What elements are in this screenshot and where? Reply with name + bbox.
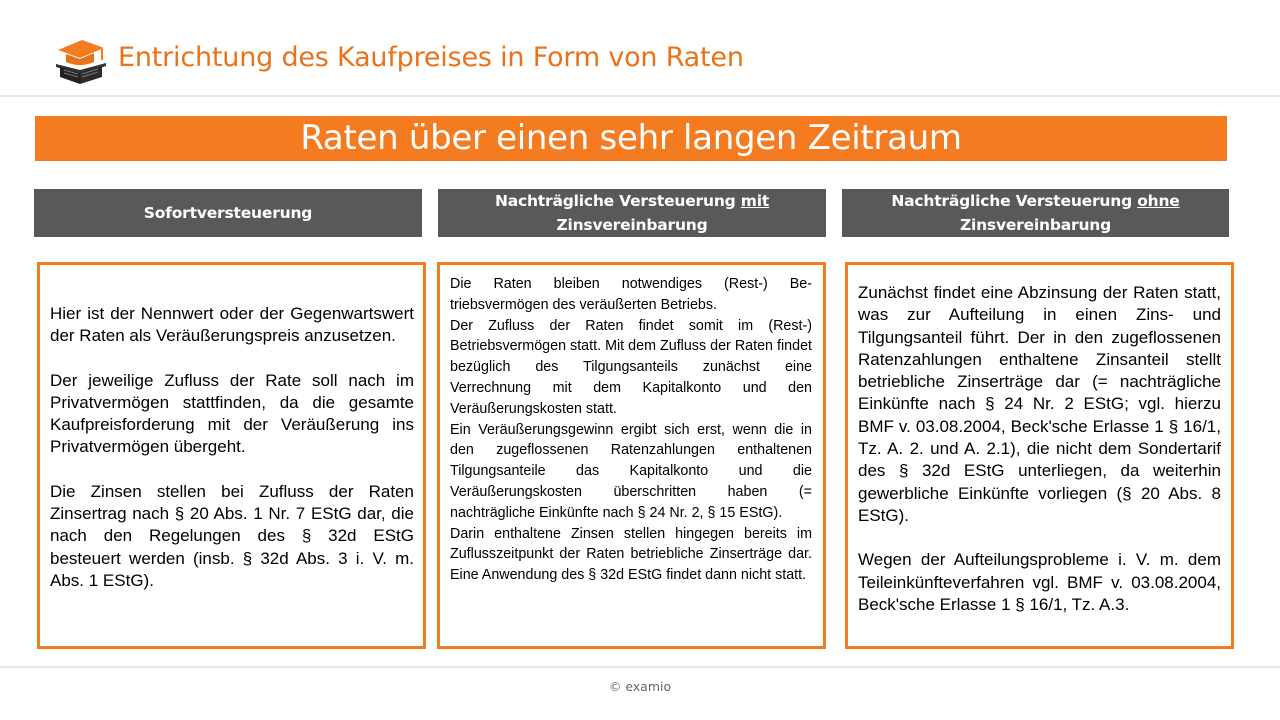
column-heading-label: Sofortversteuerung <box>143 204 313 222</box>
column-heading-pre: Nachträgliche Versteuerung <box>494 192 741 210</box>
paragraph: Der jeweilige Zufluss der Rate soll nach im Privatvermögen stattfinden, da die gesamte Kaufpreisforderung mit der Veräußerung ins Privatvermögen übergeht. <box>50 370 414 457</box>
paragraph: Wegen der Aufteilungsprobleme i. V. m. dem Teileinkünfteverfahren vgl. BMF v. 03.08.2004, Beck'sche Erlasse 1 § 16/1, Tz. A.3. <box>858 550 1221 614</box>
column-heading-line-1 <box>842 189 1229 213</box>
paragraph: Die Zinsen stellen bei Zufluss der Raten Zinsertrag nach § 20 Abs. 1 Nr. 7 EStG dar, die nach den Regelungen des § 32d EStG besteuert werden (insb. § 32d Abs. 3 i. V. m. Abs. 1 EStG). <box>50 481 414 590</box>
column-heading-emphasis: ohne <box>1137 192 1180 210</box>
footer-copyright: © examio <box>608 679 672 694</box>
content-box-ohne-zinsvereinbarung <box>845 262 1234 649</box>
page-title: Entrichtung des Kaufpreises in Form von Raten <box>118 42 744 73</box>
paragraph: Darin enthaltene Zinsen stellen hingegen bereits im Zuflusszeitpunkt der Raten betriebliche Zinserträge dar. Eine Anwendung des § 32d EStG findet dann nicht statt. <box>450 525 812 584</box>
column-heading-sofortversteuerung <box>34 189 422 237</box>
column-heading-mit-zinsvereinbarung <box>438 189 826 237</box>
section-banner: Raten über einen sehr langen Zeitraum <box>35 116 1227 161</box>
graduation-cap-book-icon <box>52 36 110 86</box>
header-divider <box>0 95 1280 97</box>
paragraph: Ein Veräußerungsgewinn ergibt sich erst, wenn die in den zugeflossenen Ratenzahlungen enthaltenen Tilgungsanteile das Kapitalkonto und die Veräußerungskosten überschritten haben (= nachträgliche Einkünfte nach § 24 Nr. 2, § 15 EStG). <box>450 421 812 521</box>
paragraph: Hier ist der Nennwert oder der Gegenwartswert der Raten als Veräußerungspreis anzusetzen. <box>50 304 414 346</box>
column-heading-ohne-zinsvereinbarung <box>842 189 1229 237</box>
paragraph: Zunächst findet eine Abzinsung der Raten statt, was zur Aufteilung in einen Zins- und Tilgungsanteil führt. Der in den zugeflossenen Ratenzahlungen enthaltene Zinsanteil stellt betriebliche Zinserträge dar (= nachträgliche Einkünfte nach § 24 Nr. 2 EStG; vgl. hierzu BMF v. 03.08.2004, Beck'sche Erlasse 1 § 16/1, Tz. A. 2. und A. 2.1), die nicht dem Sondertarif des § 32d EStG unterliegen, da weiterhin gewerbliche Einkünfte vorliegen (§ 20 Abs. 8 EStG). <box>858 283 1221 525</box>
slide-header <box>0 0 1280 96</box>
column-heading-emphasis: mit <box>740 192 770 210</box>
content-box-sofortversteuerung <box>37 262 426 649</box>
paragraph: Der Zufluss der Raten findet somit im (Rest-) Betriebsvermögen statt. Mit dem Zufluss der Raten findet bezüglich des Tilgungsanteils zunächst eine Verrechnung mit dem Kapitalkonto und den Veräußerungskosten statt. <box>450 317 812 417</box>
footer-divider <box>0 666 1280 668</box>
column-heading-line-2: Zinsvereinbarung <box>959 216 1112 234</box>
paragraph: Die Raten bleiben notwendiges (Rest-) Betriebsvermögen des veräußerten Betriebs. <box>450 276 812 313</box>
column-heading-pre: Nachträgliche Versteuerung <box>891 192 1138 210</box>
content-box-mit-zinsvereinbarung <box>437 262 826 649</box>
column-heading-line-1 <box>438 189 826 213</box>
column-heading-line-2: Zinsvereinbarung <box>556 216 708 234</box>
